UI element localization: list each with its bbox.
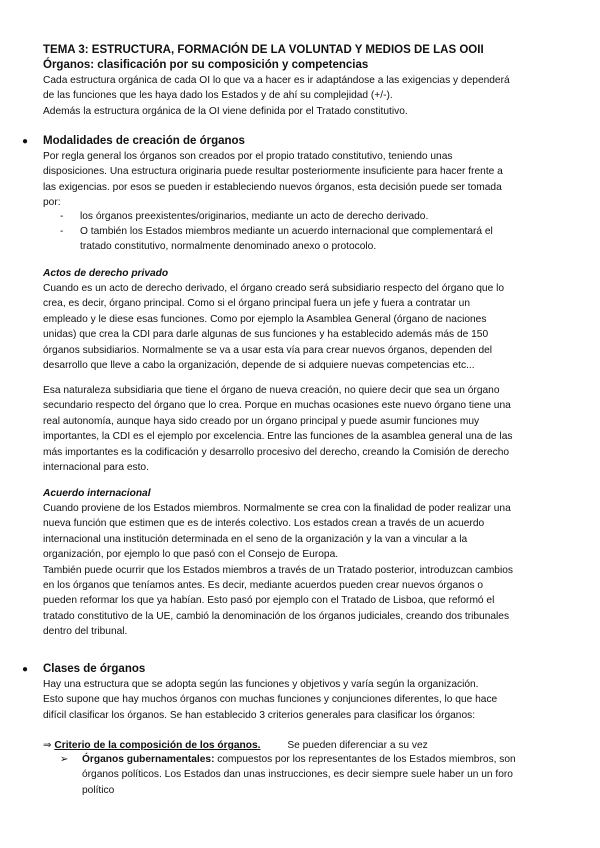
clases-paragraph <box>43 677 563 723</box>
document-title: TEMA 3: ESTRUCTURA, FORMACIÓN DE LA VOLUNTAD Y MEDIOS DE LAS OOII <box>43 44 484 56</box>
actos-line: Esa naturaleza subsidiaria que tiene el órgano de nueva creación, no quiere decir que sea un órgano <box>43 385 500 396</box>
actos-line: importantes, la CDI es el ejemplo por excelencia. Entre las funciones de la asamblea general una de las <box>43 431 513 443</box>
acuerdo-line: tratado constitutivo de la UE, cambió la denominación de los órganos judiciales, creando dos tribunales <box>43 610 510 622</box>
section-heading-creation <box>22 134 245 149</box>
actos-line: internacional para esto. <box>43 462 149 474</box>
actos-line: más importantes es la codificación y desarrollo procesivo del derecho, creando la Comisión de derecho <box>43 446 510 458</box>
clases-line: Esto supone que hay muchos órganos con muchas funciones y conjunciones diferentes, lo que hace <box>43 694 498 706</box>
actos-line: desarrollo que lleve a cabo la organización, depende de si adquiere nuevas competencias etc... <box>43 360 475 372</box>
dash-marker: - <box>60 226 64 237</box>
actos-line: crea, es decir, órgano principal. Como si el órgano principal fuera un jefe y fuera a contratar un <box>43 298 470 310</box>
criterion-heading <box>43 738 428 753</box>
section-heading-text: Clases de órganos <box>43 663 146 675</box>
acuerdo-line: Cuando proviene de los Estados miembros. Normalmente se crea con la finalidad de poder realizar una <box>43 503 511 514</box>
creation-paragraph <box>43 149 563 211</box>
criterion-period: . <box>257 740 261 751</box>
list-item-text: tratado constitutivo, normalmente denominado anexo o protocolo. <box>80 241 377 253</box>
actos-paragraph-2 <box>43 383 563 475</box>
arrowhead-icon: ➢ <box>60 754 69 765</box>
acuerdo-line: en los órganos que teníamos antes. Es decir, mediante acuerdos pueden crear nuevos órganos o <box>43 580 484 592</box>
list-item-text: los órganos preexistentes/originarios, mediante un acto de derecho derivado. <box>80 211 429 222</box>
sub-criterion-line: político <box>82 784 115 796</box>
actos-line: secundario respecto del órgano que lo crea. Porque en muchas ocasiones este nuevo órgano tiene una <box>43 400 511 412</box>
intro-line: Cada estructura orgánica de cada OI lo que va a hacer es ir adaptándose a las exigencias y dependerá <box>43 75 510 86</box>
subheading-acuerdo: Acuerdo internacional <box>43 488 151 499</box>
acuerdo-line: nueva función que estimen que es de interés colectivo. Los estados crean a través de un acuerdo <box>43 518 485 530</box>
actos-line: Cuando es un acto de derecho derivado, el órgano creado será subsidiario respecto del órgano que lo <box>43 283 505 294</box>
actos-line: real autonomía, aunque haya sido creado por un órgano principal y puede asumir funciones muy <box>43 415 480 427</box>
intro-line: Además la estructura orgánica de la OI viene definida por el Tratado constitutivo. <box>43 105 408 117</box>
creation-line: Por regla general los órganos son creados por el propio tratado constitutivo, teniendo unas <box>43 151 453 162</box>
actos-line: empleado y le diese esas funciones. Como por ejemplo la Asamblea General (órgano de naciones <box>43 313 487 325</box>
creation-line: por: <box>43 197 61 209</box>
double-arrow-icon: ⇒ <box>43 740 52 751</box>
dash-marker: - <box>60 211 64 222</box>
criterion-tail: Se pueden diferenciar a su vez <box>287 740 428 751</box>
acuerdo-line: organización, por ejemplo lo que pasó con el Consejo de Europa. <box>43 549 339 561</box>
sub-criterion-line: compuestos por los representantes de los Estados miembros, son <box>214 754 516 765</box>
list-item-text: O también los Estados miembros mediante un acuerdo internacional que complementará el <box>80 226 493 237</box>
acuerdo-paragraph <box>43 501 563 640</box>
bullet-icon: ● <box>22 136 29 147</box>
section-heading-text: Modalidades de creación de órganos <box>43 135 245 147</box>
creation-line: las exigencias. por esos se pueden ir estableciendo nuevos órganos, esta decisión puede ser tomada <box>43 181 502 193</box>
document-subtitle: Órganos: clasificación por su composición y competencias <box>43 59 369 71</box>
clases-line: Hay una estructura que se adopta según las funciones y objetivos y varía según la organización. <box>43 679 479 690</box>
criterion-label: Criterio de la composición de los órganos <box>54 740 258 751</box>
creation-line: disposiciones. Una estructura originaria puede resultar posteriormente insuficiente para hacer frente a <box>43 166 503 178</box>
sub-criterion-line: órganos políticos. Los Estados dan unas instrucciones, es decir siempre suele haber un un foro <box>82 769 513 781</box>
subheading-actos: Actos de derecho privado <box>43 268 169 279</box>
acuerdo-line: dentro del tribunal. <box>43 626 128 638</box>
sub-criterion-label: Órganos gubernamentales: <box>82 754 215 765</box>
clases-line: difícil clasificar los órganos. Se han establecido 3 criterios generales para clasificar los órganos: <box>43 709 476 721</box>
actos-paragraph-1 <box>43 281 563 373</box>
section-heading-clases <box>22 662 145 677</box>
acuerdo-line: internacional una institución determinada en el seno de la organización y la van a vincular a la <box>43 533 468 545</box>
intro-line: de las funciones que les haya dado los Estados y de ahí su complejidad (+/-). <box>43 90 393 102</box>
acuerdo-line: pueden reformar los que ya habían. Esto pasó por ejemplo con el Tratado de Lisboa, que reformó el <box>43 595 495 607</box>
actos-line: unidas) que crea la CDI para darle algunas de sus funciones y ha establecido además más de 150 <box>43 329 489 341</box>
bullet-icon: ● <box>22 664 29 675</box>
actos-line: órganos subsidiarios. Normalmente se va a usar esta vía para crear nuevos órganos, dependen del <box>43 344 493 356</box>
intro-paragraph <box>43 73 563 119</box>
acuerdo-line: También puede ocurrir que los Estados miembros a través de un Tratado posterior, introduzcan cambios <box>43 564 514 576</box>
sub-criterion-text <box>82 752 516 767</box>
